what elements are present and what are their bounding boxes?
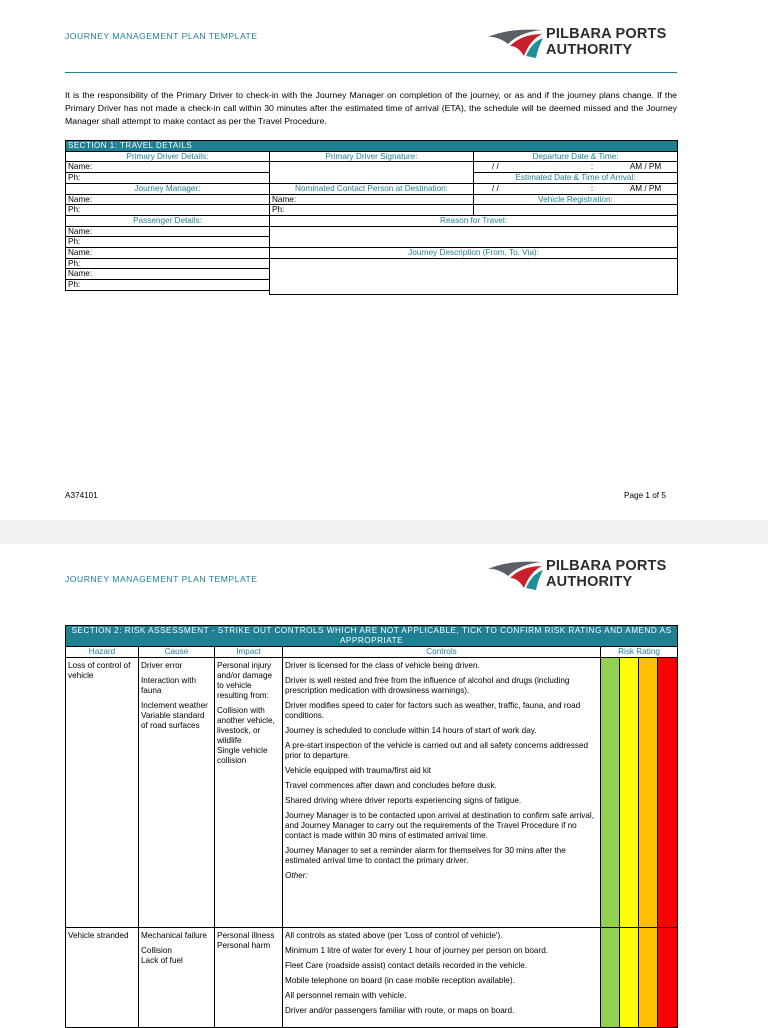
- vehicle-registration-field[interactable]: [474, 205, 678, 216]
- other-field: Other:: [285, 871, 308, 880]
- passenger-1-name-field[interactable]: Name:: [66, 226, 270, 237]
- document-title: JOURNEY MANAGEMENT PLAN TEMPLATE: [65, 31, 258, 41]
- rating-extreme[interactable]: [658, 928, 678, 1028]
- nominated-contact-header: Nominated Contact Person at Destination:: [270, 183, 474, 194]
- departure-header: Departure Date & Time:: [474, 151, 678, 162]
- rating-medium[interactable]: [620, 928, 639, 1028]
- control-item: Driver is licensed for the class of vehicle being driven.: [285, 661, 480, 670]
- cause-cell: Driver error Interaction with fauna Inclement weather Variable standard of road surfaces: [139, 658, 215, 928]
- rating-low[interactable]: [601, 658, 620, 928]
- control-item: Shared driving where driver reports experiencing signs of fatigue.: [285, 796, 522, 805]
- primary-driver-phone-field[interactable]: Ph:: [66, 173, 270, 184]
- section-2-title: SECTION 2: RISK ASSESSMENT - STRIKE OUT CONTROLS WHICH ARE NOT APPLICABLE, TICK TO CONFIRM RISK RATING AND AMEND AS APPROPRIATE: [66, 626, 678, 647]
- passenger-3-name-field[interactable]: Name:: [66, 269, 270, 280]
- passenger-2-phone-field[interactable]: Ph:: [66, 258, 270, 269]
- primary-driver-signature-field[interactable]: [270, 162, 474, 183]
- rating-medium[interactable]: [620, 658, 639, 928]
- passenger-1-phone-field[interactable]: Ph:: [66, 237, 270, 248]
- control-item: Journey is scheduled to conclude within 14 hours of start of work day.: [285, 726, 537, 735]
- journey-manager-name-field[interactable]: Name:: [66, 194, 270, 205]
- col-controls: Controls: [283, 647, 601, 658]
- page-gap: [0, 520, 768, 544]
- col-impact: Impact: [215, 647, 283, 658]
- control-item: Journey Manager is to be contacted upon arrival at destination to confirm safe arrival, and Journey Manager to carry out the requirements of the Travel Procedure if no contact is made within 30 mins of estimated arrival time.: [285, 811, 595, 840]
- control-item: Minimum 1 litre of water for every 1 hour of journey per person on board.: [285, 946, 549, 955]
- control-item: Travel commences after dawn and concludes before dusk.: [285, 781, 497, 790]
- control-item: Fleet Care (roadside assist) contact details recorded in the vehicle.: [285, 961, 528, 970]
- journey-description-field[interactable]: [270, 258, 678, 295]
- rating-high[interactable]: [639, 658, 658, 928]
- primary-driver-details-header: Primary Driver Details:: [66, 151, 270, 162]
- reason-for-travel-header: Reason for Travel:: [270, 215, 678, 226]
- reason-for-travel-field[interactable]: [270, 226, 678, 247]
- hazard-cell: Loss of control of vehicle: [66, 658, 139, 928]
- vehicle-registration-header: Vehicle Registration:: [474, 194, 678, 205]
- risk-assessment-table: [65, 625, 678, 1028]
- control-item: Driver and/or passengers familiar with route, or maps on board.: [285, 1006, 515, 1015]
- hazard-cell: Vehicle stranded: [66, 928, 139, 1028]
- page-2: [0, 544, 768, 1024]
- logo: [486, 22, 681, 62]
- primary-driver-signature-header: Primary Driver Signature:: [270, 151, 474, 162]
- travel-details-table: [65, 140, 678, 295]
- rating-high[interactable]: [639, 928, 658, 1028]
- journey-manager-phone-field[interactable]: Ph:: [66, 205, 270, 216]
- col-risk-rating: Risk Rating: [601, 647, 678, 658]
- controls-cell[interactable]: [283, 658, 601, 928]
- logo-swoosh-icon: [486, 24, 544, 60]
- page-number: Page 1 of 5: [624, 491, 666, 500]
- col-cause: Cause: [139, 647, 215, 658]
- contact-name-field[interactable]: Name:: [270, 194, 474, 205]
- rating-extreme[interactable]: [658, 658, 678, 928]
- contact-phone-field[interactable]: Ph:: [270, 205, 474, 216]
- header-rule: [65, 72, 677, 73]
- intro-paragraph: It is the responsibility of the Primary Driver to check-in with the Journey Manager on completion of the journey, or as and if the journey plans change. If the Primary Driver has not made a check-in call within 30 minutes after the estimated time of arrival (ETA), the schedule will be deemed missed and the Journey Manager shall attempt to make contact as per the Travel Procedure.: [65, 90, 677, 127]
- passenger-3-phone-field[interactable]: Ph:: [66, 280, 270, 291]
- col-hazard: Hazard: [66, 647, 139, 658]
- logo-line-2: AUTHORITY: [546, 41, 633, 58]
- logo-line-1: PILBARA PORTS: [546, 26, 667, 42]
- journey-description-header: Journey Description (From, To, Via):: [270, 248, 678, 259]
- control-item: All controls as stated above (per 'Loss of control of vehicle').: [285, 931, 503, 940]
- passenger-details-header: Passenger Details:: [66, 215, 270, 226]
- logo-text-2: PILBARA PORTS AUTHORITY: [546, 558, 667, 590]
- impact-cell: Personal illness Personal harm: [215, 928, 283, 1028]
- arrival-datetime-field[interactable]: / / : AM / PM: [474, 183, 678, 194]
- cause-cell: Mechanical failure Collision Lack of fuel: [139, 928, 215, 1028]
- impact-cell: Personal injury and/or damage to vehicle resulting from: Collision with another vehicle, livestock, or wildlife Single vehicle collision: [215, 658, 283, 928]
- control-item: All personnel remain with vehicle.: [285, 991, 407, 1000]
- logo-text: [546, 27, 666, 58]
- spacer-cell: [66, 290, 270, 295]
- passenger-2-name-field[interactable]: Name:: [66, 248, 270, 259]
- rating-low[interactable]: [601, 928, 620, 1028]
- document-title-2: JOURNEY MANAGEMENT PLAN TEMPLATE: [65, 574, 258, 584]
- section-1-title: SECTION 1: TRAVEL DETAILS: [66, 141, 678, 152]
- control-item: Driver is well rested and free from the influence of alcohol and drugs (including prescription medication with drowsiness warnings).: [285, 676, 570, 695]
- controls-cell[interactable]: [283, 928, 601, 1028]
- logo-swoosh-icon: [486, 556, 544, 592]
- departure-datetime-field[interactable]: / / : AM / PM: [474, 162, 678, 173]
- primary-driver-name-field[interactable]: Name:: [66, 162, 270, 173]
- logo-2: [486, 554, 681, 594]
- control-item: Vehicle equipped with trauma/first aid kit: [285, 766, 432, 775]
- control-item: Mobile telephone on board (in case mobile reception available).: [285, 976, 515, 985]
- control-item: A pre-start inspection of the vehicle is carried out and all safety concerns addressed prior to departure.: [285, 741, 589, 760]
- journey-manager-header: Journey Manager:: [66, 183, 270, 194]
- control-item: Journey Manager to set a reminder alarm for themselves for 30 mins after the estimated arrival time to contact the primary driver.: [285, 846, 566, 865]
- estimated-arrival-header: Estimated Date & Time of Arrival:: [474, 173, 678, 184]
- document-id: A374101: [65, 491, 98, 500]
- control-item: Driver modifies speed to cater for factors such as weather, traffic, fauna, and road conditions.: [285, 701, 581, 720]
